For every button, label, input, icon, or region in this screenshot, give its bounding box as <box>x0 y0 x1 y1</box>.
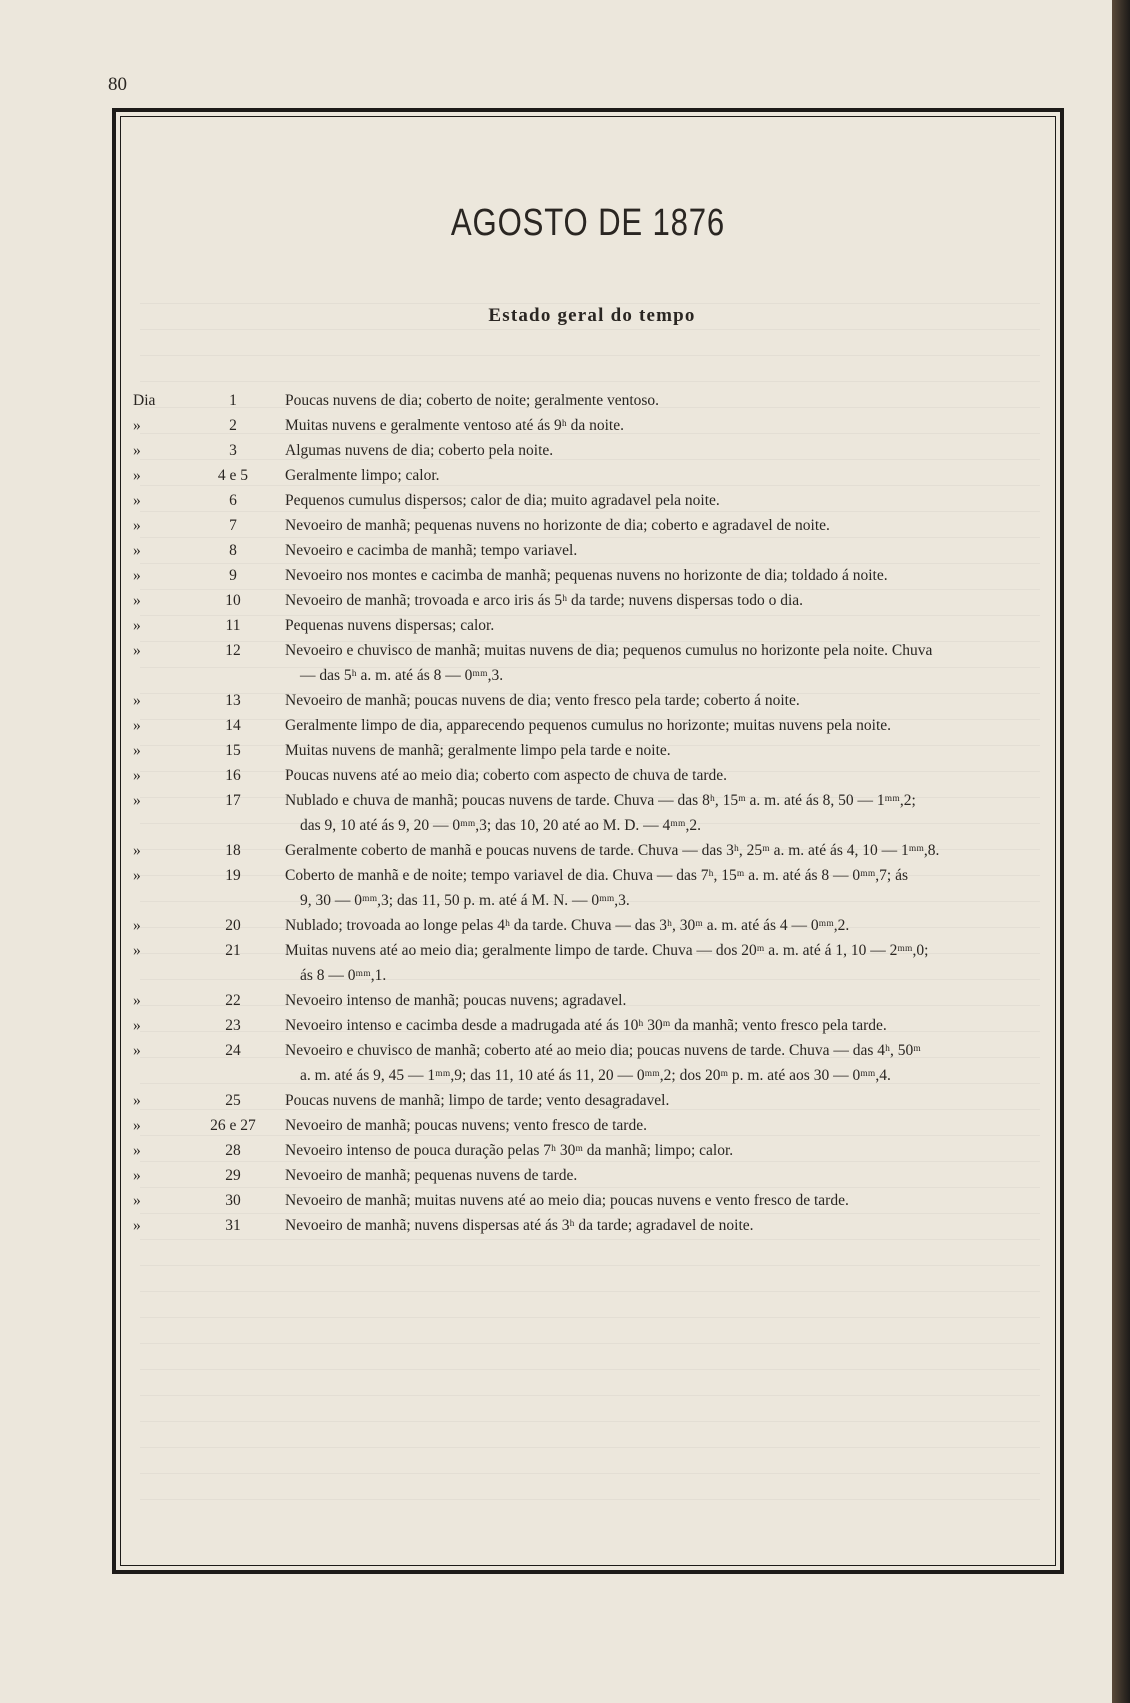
log-row <box>133 1113 1053 1138</box>
weather-description <box>285 988 1055 1013</box>
ditto-mark: » <box>133 1167 141 1184</box>
description-text: Nevoeiro de manhã; pequenas nuvens no horizonte de dia; coberto e agradavel de noite. <box>285 517 830 534</box>
description-text: Nublado e chuva de manhã; poucas nuvens de tarde. Chuva — das 8ʰ, 15ᵐ a. m. até ás 8, 50 — 1ᵐᵐ,2; <box>285 792 916 809</box>
day-number: 8 <box>229 542 237 559</box>
description-text: Algumas nuvens de dia; coberto pela noite. <box>285 442 554 459</box>
ditto-mark: » <box>133 492 141 509</box>
ditto-mark: » <box>133 717 141 734</box>
log-row <box>133 838 1053 863</box>
description-text: Pequenos cumulus dispersos; calor de dia; muito agradavel pela noite. <box>285 492 720 509</box>
weather-description <box>285 1038 1055 1088</box>
log-row <box>133 463 1053 488</box>
description-text: Nevoeiro de manhã; poucas nuvens de dia; vento fresco pela tarde; coberto á noite. <box>285 692 800 709</box>
log-row <box>133 438 1053 463</box>
day-number: 18 <box>225 842 241 859</box>
description-text: Nevoeiro e chuvisco de manhã; coberto até ao meio dia; poucas nuvens de tarde. Chuva — das 4ʰ, 50ᵐ <box>285 1042 921 1059</box>
weather-description <box>285 388 1055 413</box>
log-row <box>133 638 1053 688</box>
ditto-mark: » <box>133 867 141 884</box>
day-number: 3 <box>229 442 237 459</box>
description-text: Nublado; trovoada ao longe pelas 4ʰ da tarde. Chuva — das 3ʰ, 30ᵐ a. m. até ás 4 — 0ᵐᵐ,2. <box>285 917 850 934</box>
weather-description <box>285 463 1055 488</box>
description-text: Nevoeiro de manhã; pequenas nuvens de tarde. <box>285 1167 578 1184</box>
description-text: Coberto de manhã e de noite; tempo variavel de dia. Chuva — das 7ʰ, 15ᵐ a. m. até ás 8 — 0ᵐᵐ,7; ás <box>285 867 909 884</box>
ditto-mark: » <box>133 792 141 809</box>
weather-description <box>285 488 1055 513</box>
book-edge <box>1112 0 1130 1703</box>
description-text: Muitas nuvens até ao meio dia; geralmente limpo de tarde. Chuva — dos 20ᵐ a. m. até á 1, 10 — 2ᵐᵐ,0; <box>285 942 929 959</box>
weather-description <box>285 763 1055 788</box>
ditto-mark: » <box>133 767 141 784</box>
weather-description <box>285 613 1055 638</box>
description-text: Geralmente coberto de manhã e poucas nuvens de tarde. Chuva — das 3ʰ, 25ᵐ a. m. até ás 4, 10 — 1ᵐᵐ,8. <box>285 842 940 859</box>
day-number: 31 <box>225 1217 241 1234</box>
ditto-mark: » <box>133 1117 141 1134</box>
weather-description <box>285 563 1055 588</box>
weather-description <box>285 438 1055 463</box>
day-number: 1 <box>229 392 237 409</box>
log-row <box>133 1138 1053 1163</box>
log-row <box>133 1013 1053 1038</box>
day-number: 22 <box>225 992 241 1009</box>
day-number: 20 <box>225 917 241 934</box>
log-row <box>133 613 1053 638</box>
log-row <box>133 713 1053 738</box>
weather-description <box>285 863 1055 913</box>
day-number: 29 <box>225 1167 241 1184</box>
day-number: 23 <box>225 1017 241 1034</box>
log-row <box>133 413 1053 438</box>
log-row <box>133 938 1053 988</box>
description-continuation: a. m. até ás 9, 45 — 1ᵐᵐ,9; das 11, 10 até ás 11, 20 — 0ᵐᵐ,2; dos 20ᵐ p. m. até aos 30 — 0ᵐᵐ,4. <box>300 1067 891 1084</box>
page-title: AGOSTO DE 1876 <box>450 202 726 244</box>
description-text: Nevoeiro e cacimba de manhã; tempo variavel. <box>285 542 578 559</box>
day-number: 19 <box>225 867 241 884</box>
ditto-mark: » <box>133 592 141 609</box>
weather-description <box>285 638 1055 688</box>
ditto-mark: » <box>133 942 141 959</box>
description-text: Nevoeiro intenso de pouca duração pelas 7ʰ 30ᵐ da manhã; limpo; calor. <box>285 1142 734 1159</box>
description-text: Pequenas nuvens dispersas; calor. <box>285 617 495 634</box>
day-number: 10 <box>225 592 241 609</box>
day-number: 7 <box>229 517 237 534</box>
ditto-mark: » <box>133 617 141 634</box>
page-number: 80 <box>108 74 127 95</box>
log-row <box>133 788 1053 838</box>
weather-description <box>285 738 1055 763</box>
section-subtitle: Estado geral do tempo <box>488 305 696 326</box>
description-text: Muitas nuvens de manhã; geralmente limpo pela tarde e noite. <box>285 742 671 759</box>
day-number: 2 <box>229 417 237 434</box>
day-number: 14 <box>225 717 241 734</box>
description-text: Poucas nuvens de manhã; limpo de tarde; vento desagradavel. <box>285 1092 670 1109</box>
description-continuation: — das 5ʰ a. m. até ás 8 — 0ᵐᵐ,3. <box>300 667 504 684</box>
log-row <box>133 388 1053 413</box>
day-number: 26 e 27 <box>210 1117 256 1134</box>
ditto-mark: » <box>133 1017 141 1034</box>
log-row <box>133 688 1053 713</box>
ditto-mark: » <box>133 992 141 1009</box>
weather-description <box>285 1188 1055 1213</box>
log-row <box>133 1088 1053 1113</box>
weather-description <box>285 913 1055 938</box>
weather-description <box>285 588 1055 613</box>
description-text: Nevoeiro e chuvisco de manhã; muitas nuvens de dia; pequenos cumulus no horizonte pela noite. Chuva <box>285 642 933 659</box>
weather-description <box>285 538 1055 563</box>
weather-description <box>285 688 1055 713</box>
ditto-mark: » <box>133 467 141 484</box>
weather-description <box>285 788 1055 838</box>
ditto-mark: » <box>133 542 141 559</box>
log-row <box>133 513 1053 538</box>
description-text: Nevoeiro de manhã; muitas nuvens até ao meio dia; poucas nuvens e vento fresco de tarde. <box>285 1192 849 1209</box>
weather-description <box>285 513 1055 538</box>
log-row <box>133 988 1053 1013</box>
day-number: 17 <box>225 792 241 809</box>
weather-description <box>285 1213 1055 1238</box>
ditto-mark: » <box>133 917 141 934</box>
weather-description <box>285 1088 1055 1113</box>
description-text: Poucas nuvens até ao meio dia; coberto com aspecto de chuva de tarde. <box>285 767 728 784</box>
ditto-mark: » <box>133 567 141 584</box>
description-text: Nevoeiro intenso e cacimba desde a madrugada até ás 10ʰ 30ᵐ da manhã; vento fresco pela tarde. <box>285 1017 887 1034</box>
log-row <box>133 488 1053 513</box>
description-continuation: ás 8 — 0ᵐᵐ,1. <box>300 967 387 984</box>
ditto-mark: » <box>133 642 141 659</box>
day-number: 13 <box>225 692 241 709</box>
ditto-mark: » <box>133 842 141 859</box>
day-number: 30 <box>225 1192 241 1209</box>
ditto-mark: » <box>133 1142 141 1159</box>
weather-description <box>285 713 1055 738</box>
day-number: 9 <box>229 567 237 584</box>
ditto-mark: » <box>133 1042 141 1059</box>
log-row <box>133 1038 1053 1088</box>
weather-description <box>285 938 1055 988</box>
day-number: 28 <box>225 1142 241 1159</box>
log-row <box>133 863 1053 913</box>
weather-description <box>285 1113 1055 1138</box>
day-number: 6 <box>229 492 237 509</box>
description-continuation: das 9, 10 até ás 9, 20 — 0ᵐᵐ,3; das 10, 20 até ao M. D. — 4ᵐᵐ,2. <box>300 817 701 834</box>
description-text: Nevoeiro nos montes e cacimba de manhã; pequenas nuvens no horizonte de dia; toldado á noite. <box>285 567 888 584</box>
ditto-mark: » <box>133 517 141 534</box>
description-text: Geralmente limpo de dia, apparecendo pequenos cumulus no horizonte; muitas nuvens pela noite. <box>285 717 892 734</box>
ditto-mark: » <box>133 417 141 434</box>
log-row <box>133 1213 1053 1238</box>
day-number: 11 <box>225 617 241 634</box>
ditto-mark: » <box>133 1217 141 1234</box>
weather-description <box>285 1138 1055 1163</box>
ditto-mark: Dia <box>133 392 156 409</box>
log-row <box>133 538 1053 563</box>
ditto-mark: » <box>133 442 141 459</box>
ditto-mark: » <box>133 742 141 759</box>
weather-log <box>133 388 1053 1238</box>
log-row <box>133 763 1053 788</box>
log-row <box>133 588 1053 613</box>
log-row <box>133 563 1053 588</box>
description-text: Poucas nuvens de dia; coberto de noite; geralmente ventoso. <box>285 392 660 409</box>
description-continuation: 9, 30 — 0ᵐᵐ,3; das 11, 50 p. m. até á M. N. — 0ᵐᵐ,3. <box>300 892 630 909</box>
weather-description <box>285 1163 1055 1188</box>
log-row <box>133 913 1053 938</box>
weather-description <box>285 413 1055 438</box>
day-number: 16 <box>225 767 241 784</box>
weather-description <box>285 1013 1055 1038</box>
day-number: 4 e 5 <box>217 467 249 484</box>
description-text: Nevoeiro de manhã; trovoada e arco iris ás 5ʰ da tarde; nuvens dispersas todo o dia. <box>285 592 804 609</box>
day-number: 24 <box>225 1042 241 1059</box>
description-text: Nevoeiro intenso de manhã; poucas nuvens; agradavel. <box>285 992 627 1009</box>
ditto-mark: » <box>133 1092 141 1109</box>
description-text: Muitas nuvens e geralmente ventoso até ás 9ʰ da noite. <box>285 417 624 434</box>
ditto-mark: » <box>133 692 141 709</box>
day-number: 25 <box>225 1092 241 1109</box>
day-number: 15 <box>225 742 241 759</box>
log-row <box>133 1163 1053 1188</box>
description-text: Nevoeiro de manhã; nuvens dispersas até ás 3ʰ da tarde; agradavel de noite. <box>285 1217 754 1234</box>
weather-description <box>285 838 1055 863</box>
description-text: Geralmente limpo; calor. <box>285 467 440 484</box>
description-text: Nevoeiro de manhã; poucas nuvens; vento fresco de tarde. <box>285 1117 647 1134</box>
ditto-mark: » <box>133 1192 141 1209</box>
log-row <box>133 1188 1053 1213</box>
day-number: 21 <box>225 942 241 959</box>
log-row <box>133 738 1053 763</box>
day-number: 12 <box>225 642 241 659</box>
